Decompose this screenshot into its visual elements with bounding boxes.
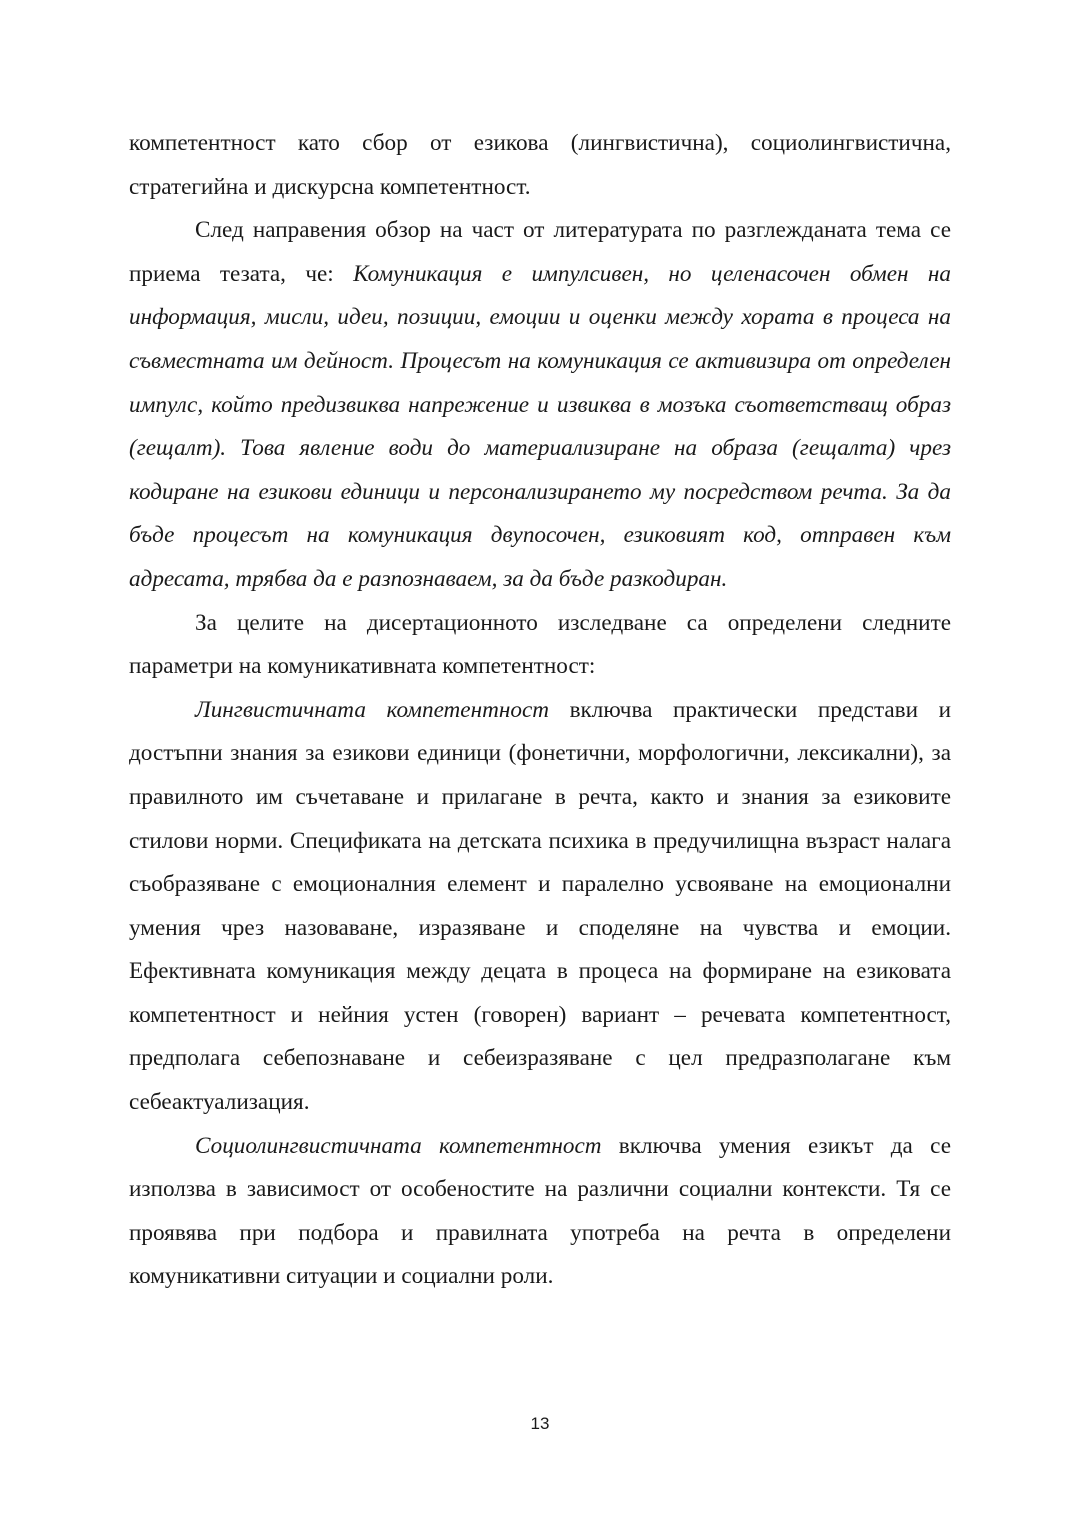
paragraph-lead-text: След направения обзор на част от литературата по разглежданата тема се приема тезата, че: — [129, 217, 951, 287]
term-linguistic-competence: Лингвистичната компетентност — [195, 696, 549, 723]
paragraph-communication-thesis — [129, 209, 951, 601]
paragraph-linguistic-competence — [129, 689, 951, 1125]
paragraph-parameters-intro — [129, 602, 951, 689]
paragraph-text: включва умения езикът да се използва в зависимост от особеностите на различни социални контексти. Тя се проявява при подбора и правилната употреба на речта в определени комуникативни ситуации и социални роли. — [129, 1132, 952, 1290]
body-text — [129, 122, 951, 1299]
page-number: 13 — [530, 1414, 550, 1433]
term-sociolinguistic-competence: Социолингвистичната компетентност — [195, 1132, 602, 1159]
paragraph-text: включва практически представи и достъпни знания за езикови единици (фонетични, морфологични, лексикални), за правилното им съчетаване и прилагане в речта, както и знания за езиковите стилови норми. Спецификата на детската психика в предучилищна възраст налага съобразяване с емоционалния елемент и паралелно усвояване на емоционални умения чрез назоваване, изразяване и споделяне на чувства и емоции. Ефективната комуникация между децата в процеса на формиране на езиковата компетентност и нейния устен (говорен) вариант – речевата компетентност, предполага себепознаване и себеизразяване с цел предразполагане към себеактуализация. — [129, 696, 951, 1116]
paragraph-sociolinguistic-competence — [129, 1125, 951, 1299]
paragraph-competence-definition — [129, 122, 951, 209]
paragraph-text: компетентност като сбор от езикова (лингвистична), социолингвистична, стратегийна и дискурсна компетентност. — [129, 130, 951, 200]
paragraph-text: За целите на дисертационното изследване са определени следните параметри на комуникативната компетентност: — [129, 609, 951, 680]
thesis-italic-text: Комуникация е импулсивен, но целенасочен обмен на информация, мисли, идеи, позиции, емоции и оценки между хората в процеса на съвместната им дейност. Процесът на комуникация се активизира от определен импулс, който предизвиква напрежение и извиква в мозъка съответстващ образ (гещалт). Това явление води до материализиране на образа (гещалта) чрез кодиране на езикови единици и персонализирането му посредством речта. За да бъде процесът на комуникация двупосочен, езиковият код, отправен към адресата, трябва да е разпознаваем, за да бъде разкодиран. — [129, 260, 951, 592]
